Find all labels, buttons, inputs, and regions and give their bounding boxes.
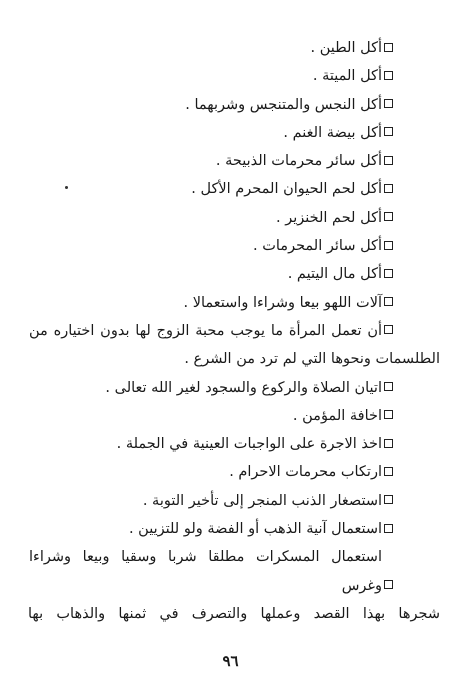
list-item-continuation: شجرها بهذا القصد وعملها والتصرف في ثمنها والذهاب بها [28, 605, 440, 622]
list-item-text: اخذ الاجرة على الواجبات العينية في الجملة . [116, 436, 382, 453]
list-item-text: ارتكاب محرمات الاحرام . [229, 464, 382, 481]
list-item-text: أكل سائر محرمات الذبيحة . [215, 153, 382, 170]
prohibitions-list [28, 34, 440, 628]
list-item-continuation: الطلسمات ونحوها التي لم ترد من الشرع . [184, 351, 440, 368]
list-item [28, 430, 393, 458]
page-number: ٩٦ [222, 652, 239, 670]
stray-dot-mark [65, 186, 68, 189]
list-item [28, 543, 440, 628]
list-item [28, 260, 393, 288]
square-bullet-icon [384, 43, 393, 52]
list-item [28, 119, 393, 147]
square-bullet-icon [384, 382, 393, 391]
list-item-line: استعمال المسكرات مطلقا شربا وسقيا وبيعا وشراءا وغرس [29, 549, 382, 594]
square-bullet-icon [384, 241, 393, 250]
square-bullet-icon [384, 71, 393, 80]
list-item-text: آلات اللهو بيعا وشراءا واستعمالا . [183, 294, 382, 311]
list-item [28, 458, 393, 486]
list-item [28, 374, 393, 402]
list-item-text: أكل لحم الحيوان المحرم الأكل . [191, 181, 382, 198]
list-item [28, 34, 393, 62]
list-item [28, 402, 393, 430]
list-item [28, 515, 393, 543]
list-item-line: أن تعمل المرأة ما يوجب محبة الزوج لها بدون اختياره من [29, 322, 382, 339]
list-item-text: أكل النجس والمتنجس وشربهما . [185, 96, 382, 113]
square-bullet-icon [384, 495, 393, 504]
list-item-text: اتيان الصلاة والركوع والسجود لغير الله تعالى . [105, 379, 382, 396]
list-item-text: أكل بيضة الغنم . [283, 124, 382, 141]
square-bullet-icon [384, 156, 393, 165]
square-bullet-icon [384, 439, 393, 448]
list-item [28, 91, 393, 119]
square-bullet-icon [384, 580, 393, 589]
list-item [28, 62, 393, 90]
square-bullet-icon [384, 212, 393, 221]
list-item-text: استصغار الذنب المنجر إلى تأخير التوبة . [142, 492, 382, 509]
square-bullet-icon [384, 325, 393, 334]
square-bullet-icon [384, 269, 393, 278]
list-item [28, 289, 393, 317]
list-item-text: أكل الطين . [310, 40, 382, 56]
list-item-text: أكل سائر المحرمات . [253, 238, 382, 255]
list-item [28, 232, 393, 260]
list-item-text: أكل مال اليتيم . [287, 266, 382, 283]
list-item [28, 204, 393, 232]
list-item [28, 175, 393, 203]
list-item-text: استعمال آنية الذهب أو الفضة ولو للتزيين . [128, 521, 382, 538]
square-bullet-icon [384, 524, 393, 533]
square-bullet-icon [384, 297, 393, 306]
list-item [28, 147, 393, 175]
list-item [28, 317, 440, 374]
square-bullet-icon [384, 410, 393, 419]
square-bullet-icon [384, 99, 393, 108]
list-item-text: أكل لحم الخنزير . [276, 209, 382, 226]
square-bullet-icon [384, 467, 393, 476]
square-bullet-icon [384, 127, 393, 136]
list-item-text: أكل الميتة . [312, 68, 382, 85]
list-item [28, 487, 393, 515]
square-bullet-icon [384, 184, 393, 193]
list-item-text: اخافة المؤمن . [292, 407, 382, 424]
